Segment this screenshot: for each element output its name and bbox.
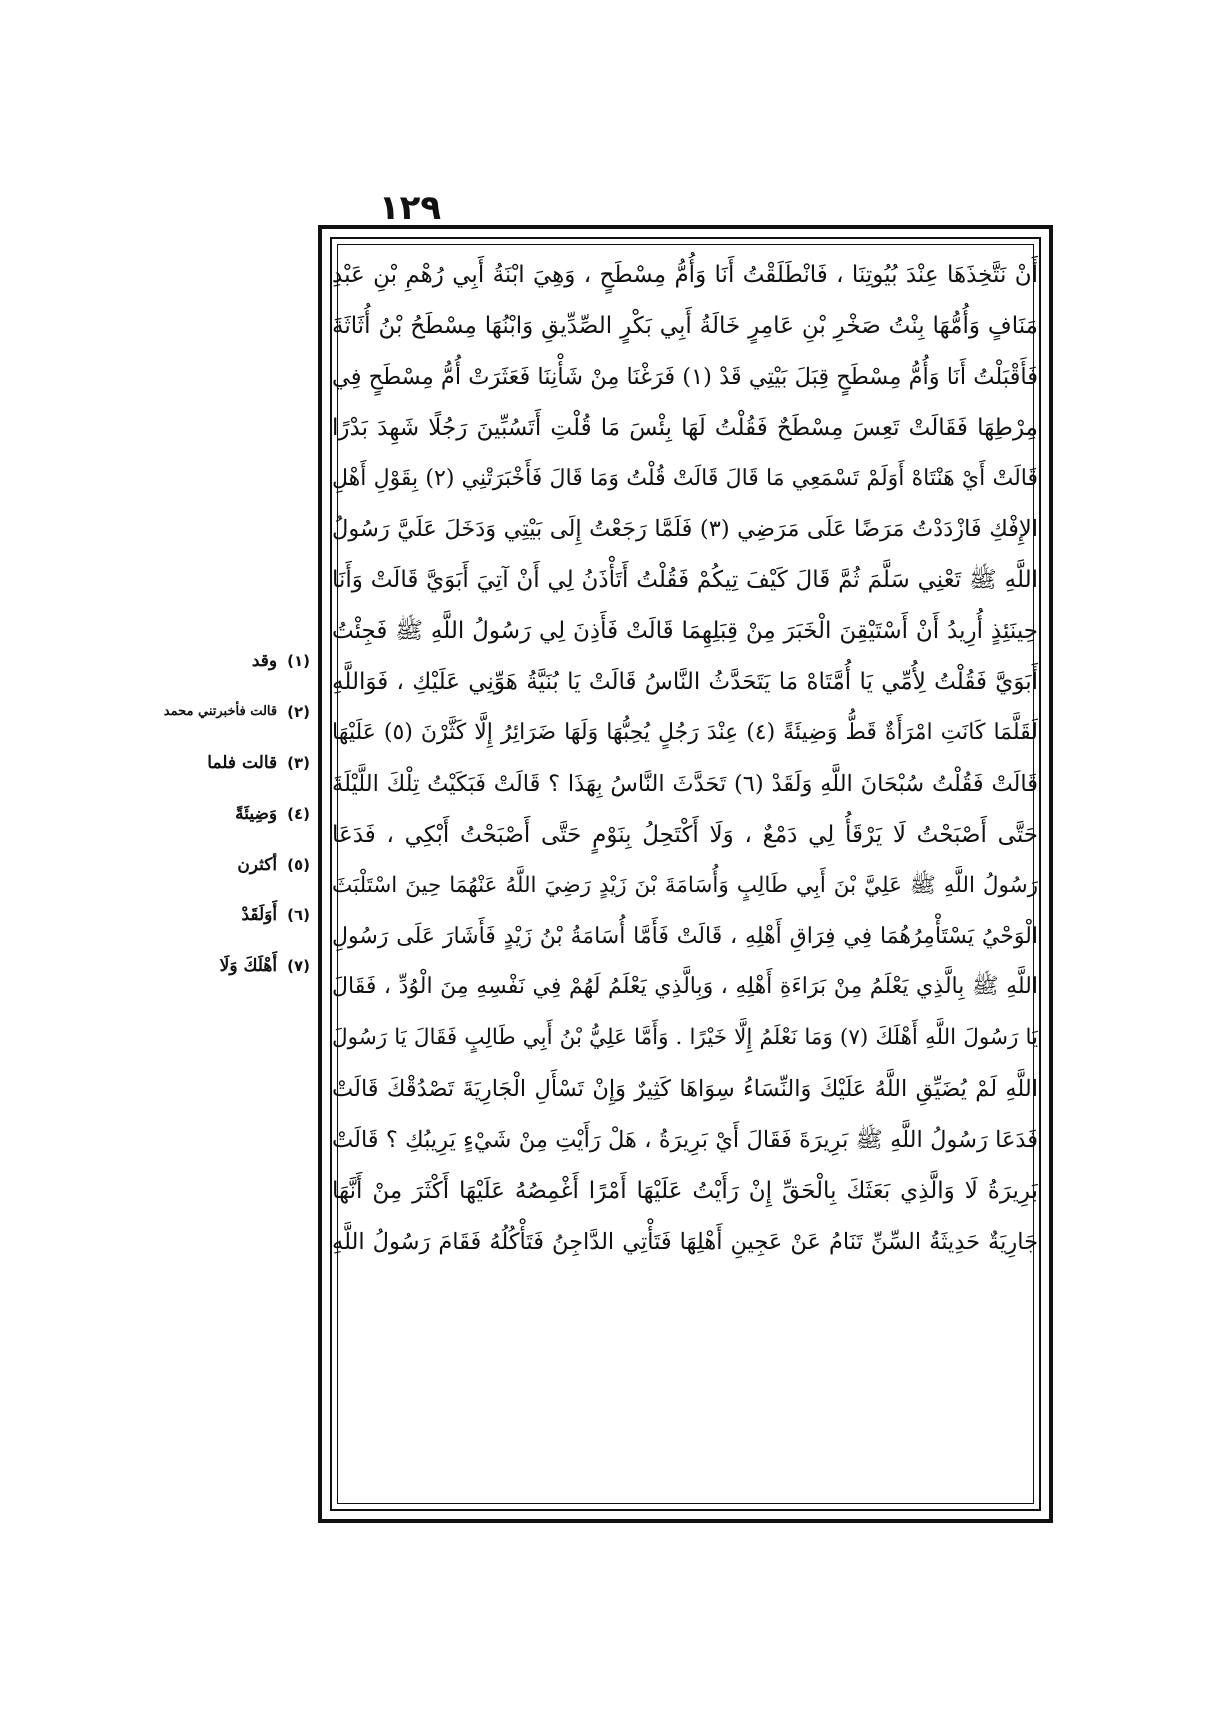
text-line: حِينَئِذٍ أُرِيدُ أَنْ أَسْتَيْقِنَ الْخَبَرَ مِنْ قِبَلِهِمَا قَالَتْ فَأَذِنَ لِي رَسُولُ اللَّهِ ﷺ فَجِئْتُ	[332, 618, 1038, 645]
text-line: اللَّهِ لَمْ يُضَيِّقِ اللَّهُ عَلَيْكَ وَالنِّسَاءُ سِوَاهَا كَثِيرٌ وَإِنْ تَسْأَلِ الْجَارِيَةَ تَصْدُقْكَ قَالَتْ	[332, 1076, 1038, 1103]
margin-note-number: (١)	[287, 652, 310, 670]
margin-note	[160, 941, 310, 992]
text-line: اللَّهِ ﷺ تَعْنِي سَلَّمَ ثُمَّ قَالَ كَيْفَ تِيكُمْ فَقُلْتُ أَتَأْذَنُ لِي أَنْ آتِيَ أَبَوَيَّ قَالَتْ وَأَنَا	[332, 567, 1038, 594]
margin-note-text: وقد	[251, 651, 278, 671]
margin-note-text: وَضِيئَةً	[235, 803, 278, 824]
text-line: مِرْطِهَا فَقَالَتْ تَعِسَ مِسْطَحٌ فَقُلْتُ لَهَا بِئْسَ مَا قُلْتِ أَتَسُبِّينَ رَجُلًا شَهِدَ بَدْرًا	[332, 414, 1038, 441]
margin-note-text: أَهْلَكَ وَلَا	[219, 956, 278, 977]
text-line: بَرِيرَةُ لَا وَالَّذِي بَعَثَكَ بِالْحَقِّ إِنْ رَأَيْتُ عَلَيْهَا أَمْرًا أَغْمِصُهُ عَلَيْهَا أَكْثَرَ مِنْ أَنَّهَا	[332, 1178, 1038, 1205]
text-line: حَتَّى أَصْبَحْتُ لَا يَرْقَأُ لِي دَمْعٌ ، وَلَا أَكْتَحِلُ بِنَوْمٍ حَتَّى أَصْبَحْتُ أَبْكِي ، فَدَعَا	[332, 821, 1038, 848]
margin-note-number: (٧)	[287, 957, 310, 976]
text-line: قَالَتْ فَقُلْتُ سُبْحَانَ اللَّهِ وَلَقَدْ (٦) تَحَدَّثَ النَّاسُ بِهَذَا ؟ قَالَتْ فَبَكَيْتُ تِلْكَ اللَّيْلَةَ	[332, 770, 1038, 797]
margin-note-text: قالت فأخبرتني محمد	[163, 703, 278, 719]
text-line: رَسُولُ اللَّهِ ﷺ عَلِيَّ بْنَ أَبِي طَالِبٍ وَأُسَامَةَ بْنَ زَيْدٍ رَضِيَ اللَّهُ عَنْهُمَا حِينَ اسْتَلْبَثَ	[332, 872, 1038, 898]
text-line: لَقَلَّمَا كَانَتِ امْرَأَةٌ قَطُّ وَضِيئَةً (٤) عِنْدَ رَجُلٍ يُحِبُّهَا وَلَهَا ضَرَائِرُ إِلَّا كَثَّرْنَ (٥) عَلَيْهَا	[332, 720, 1038, 746]
margin-note-text: أكثرن	[237, 854, 278, 875]
text-line: أَنْ نَتَّخِذَهَا عِنْدَ بُيُوتِنَا ، فَانْطَلَقْتُ أَنَا وَأُمُّ مِسْطَحٍ ، وَهِيَ ابْنَةُ أَبِي رُهْمِ بْنِ عَبْدِ	[332, 262, 1038, 288]
text-line: الْوَحْيُ يَسْتَأْمِرُهُمَا فِي فِرَاقِ أَهْلِهِ ، قَالَتْ فَأَمَّا أُسَامَةُ بْنُ زَيْدٍ فَأَشَارَ عَلَى رَسُولِ	[332, 923, 1038, 949]
margin-note-number: (٢)	[287, 702, 310, 721]
margin-note	[160, 890, 310, 941]
margin-note	[160, 738, 310, 789]
margin-note-text: أَوَلَقَدْ	[241, 905, 278, 926]
main-text	[332, 250, 1038, 1500]
margin-note-text: قالت فلما	[207, 752, 278, 773]
text-line: قَالَتْ أَيْ هَنْتَاهْ أَوَلَمْ تَسْمَعِي مَا قَالَ قَالَتْ قُلْتُ وَمَا قَالَ فَأَخْبَرَتْنِي (٢) بِقَوْلِ أَهْلِ	[332, 465, 1038, 491]
margin-notes	[160, 636, 310, 992]
page-number: ١٢٩	[378, 188, 442, 228]
margin-note	[160, 636, 310, 687]
text-line: فَدَعَا رَسُولُ اللَّهِ ﷺ بَرِيرَةَ فَقَالَ أَيْ بَرِيرَةُ ، هَلْ رَأَيْتِ مِنْ شَيْءٍ يَرِيبُكِ ؟ قَالَتْ	[332, 1127, 1038, 1154]
text-line: فَأَقْبَلْتُ أَنَا وَأُمُّ مِسْطَحٍ قِبَلَ بَيْتِي قَدْ (١) فَرَغْنَا مِنْ شَأْنِنَا فَعَثَرَتْ أُمُّ مِسْطَحٍ فِي	[332, 363, 1038, 390]
text-line: أَبَوَيَّ فَقُلْتُ لِأُمِّي يَا أُمَّتَاهْ مَا يَتَحَدَّثُ النَّاسُ قَالَتْ يَا بُنَيَّةُ هَوِّنِي عَلَيْكِ ، فَوَاللَّهِ	[332, 669, 1038, 696]
text-line: جَارِيَةٌ حَدِيثَةُ السِّنِّ تَنَامُ عَنْ عَجِينِ أَهْلِهَا فَتَأْتِي الدَّاجِنُ فَتَأْكُلُهُ فَقَامَ رَسُولُ اللَّهِ	[332, 1228, 1038, 1255]
margin-note-number: (٥)	[287, 855, 310, 874]
margin-note	[160, 789, 310, 840]
margin-note-number: (٣)	[287, 753, 310, 772]
margin-note	[160, 687, 310, 738]
margin-note-number: (٤)	[287, 804, 310, 823]
margin-note	[160, 840, 310, 891]
text-line: مَنَافٍ وَأُمُّهَا بِنْتُ صَخْرِ بْنِ عَامِرٍ خَالَةُ أَبِي بَكْرٍ الصِّدِّيقِ وَابْنُهَا مِسْطَحُ بْنُ أُثَاثَةَ	[332, 312, 1038, 339]
text-line: يَا رَسُولَ اللَّهِ أَهْلَكَ (٧) وَمَا نَعْلَمُ إِلَّا خَيْرًا . وَأَمَّا عَلِيُّ بْنُ أَبِي طَالِبٍ فَقَالَ يَا رَسُولَ	[332, 1025, 1038, 1051]
text-line: الإِفْكِ فَازْدَدْتُ مَرَضًا عَلَى مَرَضِي (٣) فَلَمَّا رَجَعْتُ إِلَى بَيْتِي وَدَخَلَ عَلَيَّ رَسُولُ	[332, 516, 1038, 543]
text-line: اللَّهِ ﷺ بِالَّذِي يَعْلَمُ مِنْ بَرَاءَةِ أَهْلِهِ ، وَبِالَّذِي يَعْلَمُ لَهُمْ فِي نَفْسِهِ مِنَ الْوُدِّ ، فَقَالَ	[332, 974, 1038, 1000]
margin-note-number: (٦)	[287, 906, 310, 925]
